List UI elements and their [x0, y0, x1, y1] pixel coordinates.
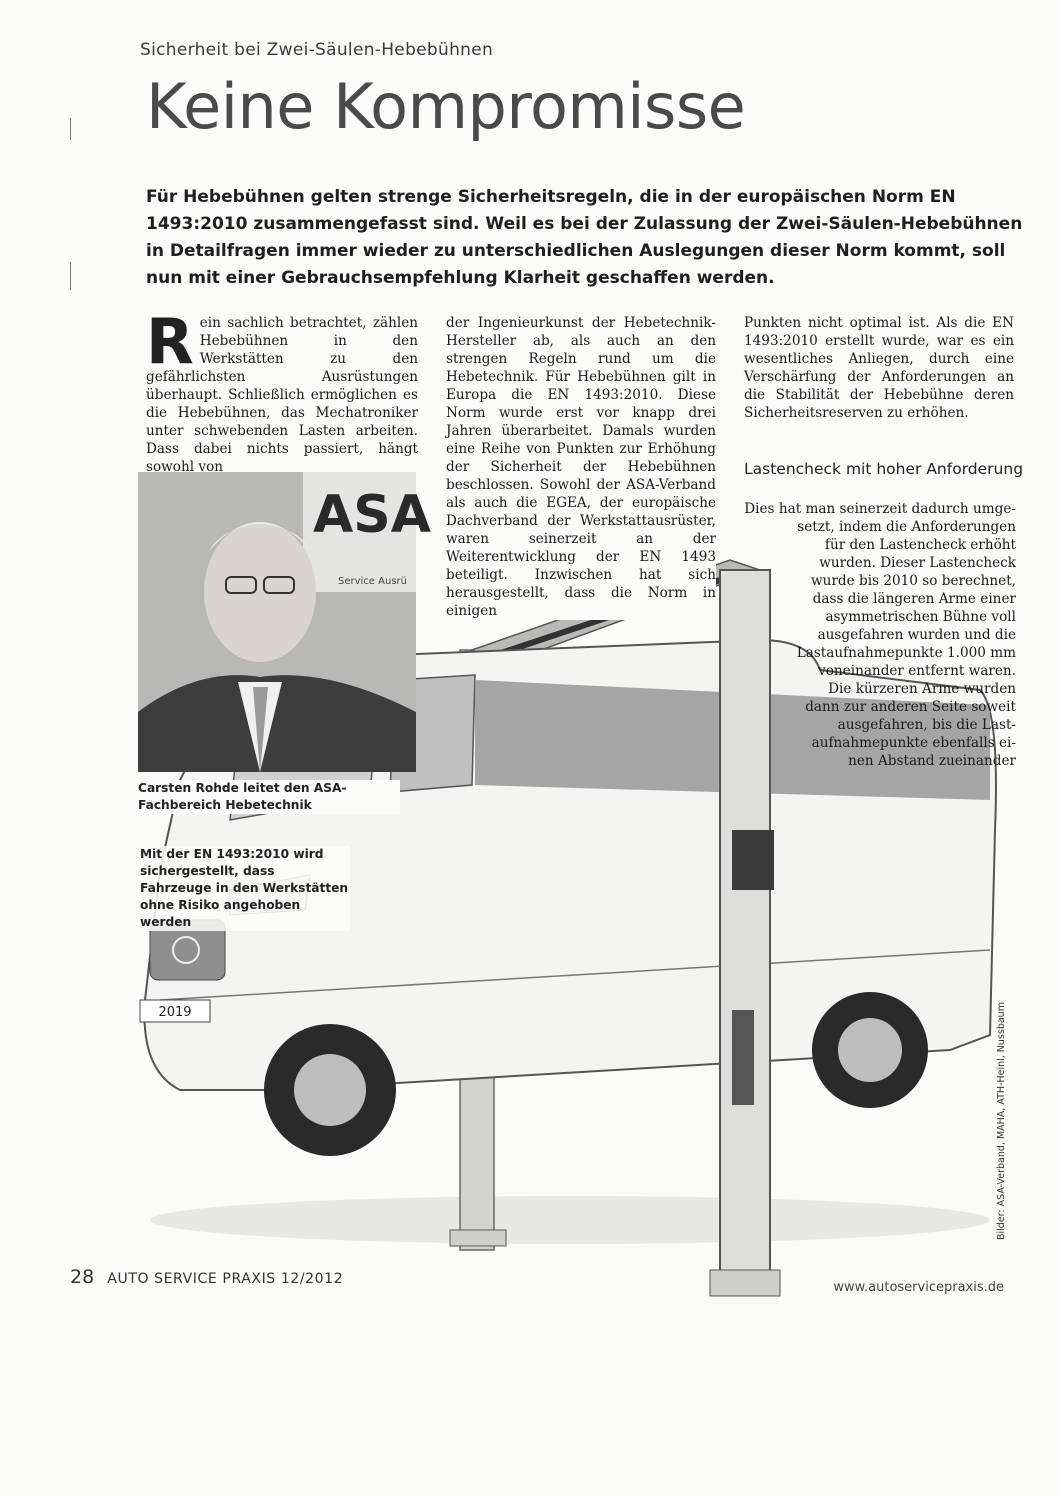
line: aufnahmepunkte ebenfalls ei- — [811, 735, 1016, 751]
rear-rim — [838, 1018, 902, 1082]
website-url[interactable]: www.autoservicepraxis.de — [833, 1280, 1004, 1295]
magazine-issue: AUTO SERVICE PRAXIS 12/2012 — [107, 1271, 344, 1287]
line: Lastaufnahmepunkte 1.000 mm — [796, 645, 1016, 661]
column-1-text: ein sachlich betrachtet, zählen Hebebühnen in den Werkstätten zu den gefährlichsten Ausrüstungen überhaupt. Schließlich ermöglichen es die Hebebühnen, das Mechatroniker unter schwebenden Lasten arbeiten. Dass dabei nichts passiert, hängt sowohl von — [146, 315, 418, 475]
article-headline: Keine Kompromisse — [146, 70, 746, 143]
line: dann zur anderen Seite soweit — [805, 699, 1016, 715]
line: setzt, indem die Anforderungen — [797, 519, 1016, 535]
line: Dies hat man seinerzeit dadurch umge- — [744, 501, 1016, 517]
line: voneinander entfernt waren. — [818, 663, 1016, 679]
asa-ring-text: Service Ausrü — [338, 576, 407, 587]
article-kicker: Sicherheit bei Zwei-Säulen-Hebebühnen — [140, 40, 494, 60]
body-column-3-continued — [742, 500, 1016, 770]
section-subhead: Lastencheck mit hoher Anforderung — [744, 460, 1024, 478]
lift-base — [710, 1270, 780, 1296]
body-column-3 — [744, 314, 1014, 422]
drop-cap: R — [146, 305, 194, 378]
margin-line — [70, 262, 71, 290]
line: wurden. Dieser Lastencheck — [819, 555, 1016, 571]
line: nen Abstand zueinander — [848, 753, 1016, 769]
line: ausgefahren wurden und die — [817, 627, 1016, 643]
asa-logo-text: ASA — [313, 485, 431, 545]
lift-control-panel — [732, 1010, 754, 1105]
line: wurde bis 2010 so berechnet, — [811, 573, 1016, 589]
line: ausgefahren, bis die Last- — [837, 717, 1016, 733]
lift-caption: Mit der EN 1493:2010 wird sichergestellt, dass Fahrzeuge in den Werkstätten ohne Risiko angehoben werden — [140, 847, 349, 929]
body-column-1 — [146, 305, 418, 476]
lift-base-rear — [450, 1230, 506, 1246]
column-2-text: der Ingenieurkunst der Hebetechnik-Hersteller ab, als auch an den strengen Regeln rund um die Hebetechnik. Für Hebebühnen gilt in Europa die EN 1493:2010. Diese Norm wurde erst vor knapp drei Jahren überarbeitet. Damals wurden eine Reihe von Punkten zur Erhöhung der Sicherheit der Hebebühnen beschlossen. Sowohl der ASA-Verband als auch die EGEA, der europäische Dachverband der Werkstattausrüster, waren seinerzeit an der Weiterentwicklung der EN 1493 beteiligt. Inzwischen hat sich herausgestellt, dass die Norm in einigen — [446, 315, 716, 619]
floor-shadow — [150, 1196, 990, 1244]
line: dass die längeren Arme einer — [812, 591, 1016, 607]
portrait-caption: Carsten Rohde leitet den ASA-Fachbereich Hebetechnik — [138, 780, 400, 814]
plate-text: 2019 — [158, 1005, 192, 1020]
column-3-text: Punkten nicht optimal ist. Als die EN 1493:2010 erstellt wurde, war es ein wesentliches Anliegen, durch eine Verschärfung der Anforderungen an die Stabilität der Hebebühne deren Sicherheitsreserven zu erhöhen. — [744, 315, 1014, 421]
margin-line — [70, 118, 71, 140]
front-rim — [294, 1054, 366, 1126]
line: Die kürzeren Arme wurden — [828, 681, 1016, 697]
line: asymmetrischen Bühne voll — [825, 609, 1016, 625]
lift-motor — [732, 830, 774, 890]
page-footer — [70, 1266, 343, 1288]
photo-credit: Bilder: ASA-Verband, MAHA, ATH-Heinl, Nussbaum — [996, 1002, 1007, 1240]
page-number: 28 — [70, 1266, 95, 1288]
body-column-2 — [446, 314, 716, 620]
line: für den Lastencheck erhöht — [824, 537, 1016, 553]
portrait-photo — [138, 472, 431, 772]
article-intro: Für Hebebühnen gelten strenge Sicherheitsregeln, die in der europäischen Norm EN 1493:2010 zusammengefasst sind. Weil es bei der Zulassung der Zwei-Säulen-Hebebühnen in Detailfragen immer wieder zu unterschiedlichen Auslegungen dieser Norm kommt, soll nun mit einer Gebrauchsempfehlung Klarheit geschaffen werden. — [146, 187, 1023, 288]
